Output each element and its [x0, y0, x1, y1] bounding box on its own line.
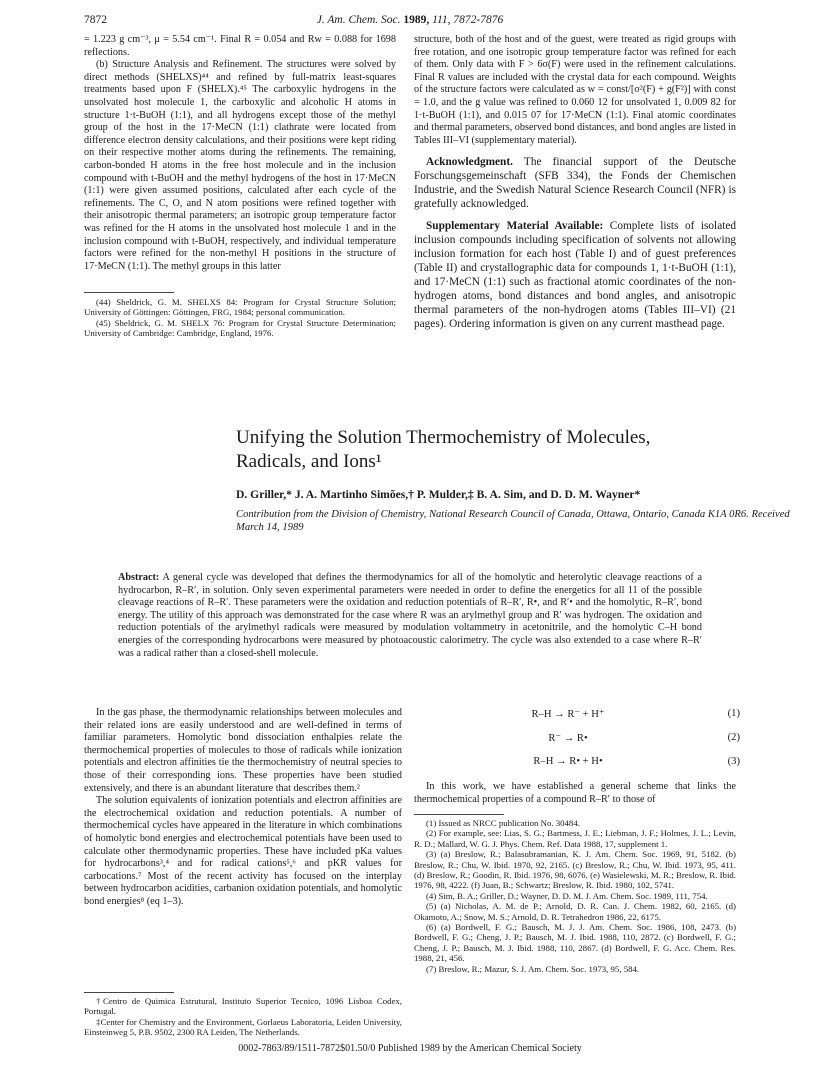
- article-title-line: Radicals, and Ions¹: [236, 450, 382, 472]
- equation-2: [440, 732, 740, 746]
- reference: (6) (a) Bordwell, F. G.; Bausch, M. J. J. Am. Chem. Soc. 1986, 108, 2473. (b) Bordwell, F. G.; Cheng, J. P.; Bausch, M. J. Ibid. 1988, 110, 2872. (c) Bordwell, F. G.; Cheng, J. P.; Bausch, M. J. Ibid. 1988, 110, 2867. (d) Bordwell, F. G. Acc. Chem. Res. 1988, 21, 456.: [414, 922, 736, 964]
- footnote-rule: [414, 814, 504, 815]
- supplementary-text: Complete lists of isolated inclusion compounds including specification of solvents not allowing inclusion formation for each host (Table I) and of guest preferences (Table II) and crystallographic data for compounds 1, 1·t-BuOH (1:1), and 17·MeCN (1:1) such as fractional atomic coordinates of the non-hydrogen atoms, bond distances and bond angles, and anisotropic thermal parameters of the non-hydrogen atoms (Tables III–VI) (21 pages). Ordering information is given on any current masthead page.: [414, 220, 737, 331]
- body-left-column: [84, 707, 402, 909]
- equation-3: [440, 756, 740, 770]
- reference: (2) For example, see: Lias, S. G.; Bartmess, J. E.; Liebman, J. F.; Holmes, J. L.; Levin, R. D.; Mallard, W. G. J. Phys. Chem. Ref. Data 1988, 17, supplement 1.: [414, 828, 736, 849]
- affiliation-footnotes: [84, 996, 402, 1038]
- running-header: [84, 14, 736, 30]
- footnote-rule: [84, 292, 174, 293]
- prev-article-left-column: [84, 34, 396, 273]
- article-title-line: Unifying the Solution Thermochemistry of Molecules,: [236, 427, 651, 448]
- article-authors: D. Griller,* J. A. Martinho Simões,† P. Mulder,‡ B. A. Sim, and D. D. M. Wayner*: [236, 488, 641, 501]
- footnote: (45) Sheldrick, G. M. SHELX 76: Program for Crystal Structure Determination; University of Cambridge: Cambridge, England, 1976.: [84, 317, 396, 339]
- footnote: (44) Sheldrick, G. M. SHELXS 84: Program for Crystal Structure Solution; University of Göttingen: Göttingen, FRG, 1984; personal communication.: [84, 297, 396, 318]
- article-title: [236, 426, 736, 473]
- reference: (4) Sim, B. A.; Griller, D.; Wayner, D. D. M. J. Am. Chem. Soc. 1989, 111, 754.: [426, 890, 708, 901]
- reference: (5) (a) Nicholas, A. M. de P.; Arnold, D. R. Can. J. Chem. 1982, 60, 2165. (d) Okamoto, A.; Snow, M. S.; Arnold, D. R. Tetrahedron 1986, 22, 6175.: [414, 901, 736, 922]
- equation-number: (2): [727, 732, 740, 743]
- references-footnotes: [414, 818, 736, 974]
- page-number: 7872: [84, 14, 107, 26]
- body-paragraph: In the gas phase, the thermodynamic relationships between molecules and their related ions are easily understood and are well-defined in terms of familiar parameters. Homolytic bond dissociation enthalpies relate the thermochemical properties of molecules to those of radicals while ionization potentials and electron affinities tie the thermochemistry of neutral species to those of their corresponding ions. These properties have been studied extensively, and there is an abundant literature that describes them.²: [84, 707, 402, 794]
- journal-volume-pages: 111, 7872-7876: [432, 14, 504, 26]
- equation-number: (1): [727, 708, 740, 719]
- equation-expression: R–H → R⁻ + H⁺: [531, 709, 605, 720]
- equation-expression: R⁻ → R•: [548, 733, 588, 744]
- affiliation: †Centro de Quimica Estrutural, Instituto Superior Tecnico, 1096 Lisboa Codex, Portugal.: [84, 996, 402, 1017]
- equation-number: (3): [727, 756, 740, 767]
- abstract-label: Abstract:: [118, 572, 160, 583]
- reference: (1) Issued as NRCC publication No. 30484.: [426, 818, 580, 828]
- reference: (7) Breslow, R.; Mazur, S. J. Am. Chem. Soc. 1973, 95, 584.: [426, 963, 640, 974]
- supplementary-heading: Supplementary Material Available:: [426, 220, 604, 233]
- page-footer: 0002-7863/89/1511-7872$01.50/0 Published 1989 by the American Chemical Society: [238, 1043, 582, 1054]
- prev-footnotes: [84, 297, 396, 339]
- body-right-column: [414, 781, 736, 806]
- body-paragraph: In this work, we have established a general scheme that links the thermochemical properties of a compound R–R′ to those of: [414, 781, 736, 805]
- acknowledgment-paragraph: [414, 155, 736, 211]
- acknowledgment-text: The financial support of the Deutsche Forschungsgemeinschaft (SFB 334), the Fonds der Chemischen Industrie, and the Swedish Natural Science Research Council (NFR) is gratefully acknowledged.: [414, 156, 737, 211]
- journal-year: 1989,: [403, 14, 430, 26]
- article-contribution: Contribution from the Division of Chemistry, National Research Council of Canada, Ottawa, Ontario, Canada K1A 0R6. Received March 14, 1989: [236, 509, 790, 533]
- prev-paragraph: = 1.223 g cm⁻³, μ = 5.54 cm⁻¹. Final R = 0.054 and Rw = 0.088 for 1698 reflections.: [84, 34, 396, 58]
- body-paragraph: The solution equivalents of ionization potentials and electron affinities are the electrochemical oxidation and reduction potentials. A number of thermochemical cycles have appeared in the literature in which combinations of homolytic bond energies and electrochemical potentials have been used to calculate other thermodynamic properties. These have included pKa values for hydrocarbons³,⁴ and for radical cations⁵,⁶ and pKR values for carbocations.⁷ Most of the recent activity has focused on the interplay between hydrocarbon acidities, carbanion oxidation potentials, and homolytic bond energies⁸ (eq 1–3).: [84, 795, 402, 907]
- footnote-rule: [84, 992, 174, 993]
- acknowledgment-heading: Acknowledgment.: [426, 156, 513, 169]
- equation-expression: R–H → R• + H•: [533, 756, 603, 767]
- prev-paragraph: structure, both of the host and of the guest, were treated as rigid groups with free rotation, and one isotropic group temperature factor was refined for each of them. Only data with F > 6σ(F) were used in the refinement calculations. Final R values are included with the crystal data for each compound. Weights of the structure factors were calculated as w = const/[σ²(F) + g(F²)] with const = 1.0, and the g value was refined to 0.060 12 for unsolvated 1, 0.009 82 for 1·t-BuOH (1:1), and 0.015 07 for 17·MeCN (1:1). Final atomic coordinates and thermal parameters, observed bond distances, and bond angles are listed in Tables III–VI (supplementary material).: [414, 34, 736, 146]
- supplementary-paragraph: [414, 219, 736, 331]
- article-abstract: [118, 572, 702, 660]
- equation-1: [440, 708, 740, 722]
- prev-paragraph: (b) Structure Analysis and Refinement. The structures were solved by direct methods (SHELXS)⁴⁴ and refined by full-matrix least-squares treatments based upon F (SHELX).⁴⁵ The carboxylic hydrogens in the unsolvated host molecule 1, the carboxylic and alcoholic H atoms in structure 1·t-BuOH (1:1), and all hydrogens except those of the methyl group of the host in the 17·MeCN (1:1) clathrate were located from difference electron density calculations, and their positions were kept riding on their respective mother atoms during the refinements. The remaining, carbon-bonded H atoms in the free host molecule and in the inclusion compound with t-BuOH and the methyl hydrogens of the host in 17·MeCN (1:1) were given assumed positions, calculated after each cycle of the refinements. The C, O, and N atom positions were refined together with their anisotropic thermal parameters; an isotropic group temperature factor was refined for the H atoms in the unsolvated host molecule 1 and in the inclusion compound with t-BuOH, respectively, and individual temperature factors were refined for the non-methyl H positions in the structure of 17·MeCN (1:1). The methyl groups in this latter: [84, 59, 396, 272]
- journal-citation: [84, 14, 736, 26]
- affiliation: ‡Center for Chemistry and the Environment, Gorlaeus Laboratoria, Leiden University, Einsteinweg 5, P.B. 9502, 2300 RA Leiden, The Netherlands.: [84, 1016, 402, 1038]
- abstract-text: A general cycle was developed that defines the thermodynamics for all of the homolytic and heterolytic cleavage reactions of a hydrocarbon, R–R′, in solution. Only seven experimental parameters were needed in order to define the energetics for all 11 of the possible cleavage reactions of R–R′. These parameters were the oxidation and reduction potentials of R–R′, R•, and R′• and the homolytic, R–R′, bond energy. The utility of this approach was demonstrated for the case where R was an arylmethyl group and R′ was hydrogen. The oxidation and reduction potentials of the arylmethyl radicals were measured by modulation voltammetry in acetonitrile, and the homolytic C–H bond energies of the corresponding hydrocarbons were measured by photoacoustic calorimetry. The cycle was also extended to a case where R–R′ was a radical rather than a closed-shell molecule.: [118, 572, 702, 659]
- prev-article-right-column: [414, 34, 736, 331]
- journal-name: J. Am. Chem. Soc.: [316, 14, 401, 26]
- reference: (3) (a) Breslow, R.; Balasubramanian, K. J. Am. Chem. Soc. 1969, 91, 5182. (b) Breslow, R.; Chu, W. Ibid. 1970, 92, 2165. (c) Breslow, R.; Chu, W. Ibid. 1973, 95, 411. (d) Breslow, R.; Goodin, R. Ibid. 1976, 98, 6076. (e) Wasielewski, M. R.; Breslow, R. Ibid. 1976, 98, 4222. (f) Juan, B.; Schwartz; Breslow, R. Ibid. 1980, 102, 5741.: [414, 849, 736, 891]
